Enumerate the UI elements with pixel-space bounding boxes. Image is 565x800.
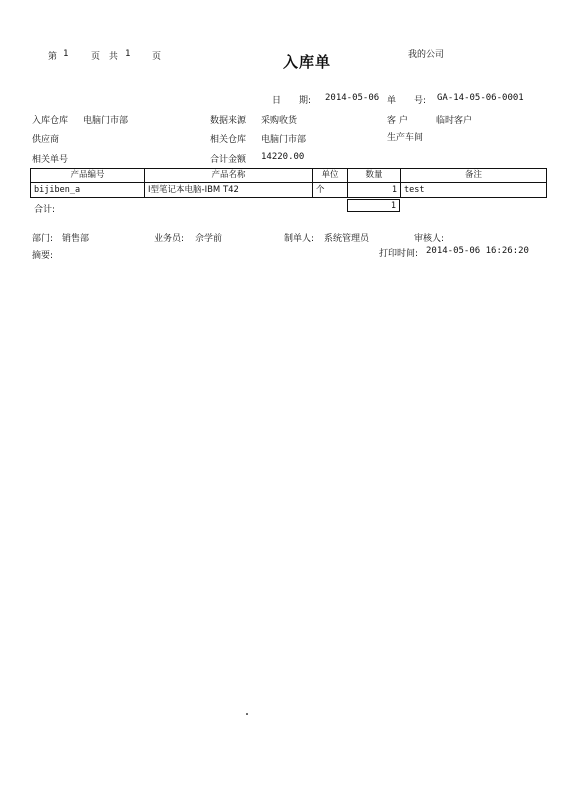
print-time-value: 2014-05-06 16:26:20 [426,246,529,256]
reviewer-label: 审核人: [414,234,445,244]
page-label-prefix: 第 [48,52,58,62]
supplier-label: 供应商 [32,135,60,145]
salesman-label: 业务员: [154,234,185,244]
warehouse-value: 电脑门市部 [83,116,129,126]
related-warehouse-label: 相关仓库 [210,135,247,145]
customer-label: 客 户 [387,116,408,126]
cell-unit: 个 [313,183,348,198]
customer-value: 临时客户 [436,116,473,126]
related-warehouse-value: 电脑门市部 [261,135,307,145]
summary-label: 摘要: [32,251,54,261]
cell-note: test [401,183,547,198]
header-product-code: 产品编号 [31,169,145,183]
cell-product-code: bijiben_a [31,183,145,198]
source-value: 采购收货 [261,116,298,126]
company-name: 我的公司 [408,50,445,60]
document-title: 入库单 [283,53,332,71]
amount-label: 合计金额 [210,155,247,165]
scan-speck [246,713,248,715]
total-label: 合计: [34,205,56,215]
page-total: 1 [125,49,131,59]
header-unit: 单位 [313,169,348,183]
doc-no-label: 单 号: [387,96,427,106]
workshop-label: 生产车间 [387,133,424,143]
dept-value: 销售部 [62,234,90,244]
dept-label: 部门: [32,234,54,244]
header-quantity: 数量 [348,169,401,183]
page-number: 1 [63,49,69,59]
items-table [30,168,547,198]
total-quantity: 1 [347,199,400,212]
page-label-suffix: 页 [152,52,162,62]
amount-value: 14220.00 [261,152,305,162]
date-value: 2014-05-06 [325,93,380,103]
cell-product-name: I型笔记本电脑-IBM T42 [145,183,313,198]
header-note: 备注 [401,169,547,183]
table-header-row [31,169,547,183]
maker-label: 制单人: [284,234,315,244]
salesman-value: 佘学前 [195,234,223,244]
date-label: 日 期: [272,96,312,106]
header-product-name: 产品名称 [145,169,313,183]
related-no-label: 相关单号 [32,155,69,165]
page-label-middle: 页 共 [91,52,118,62]
print-time-label: 打印时间: [379,249,419,259]
warehouse-label: 入库仓库 [32,116,69,126]
cell-quantity: 1 [348,183,401,198]
maker-value: 系统管理员 [324,234,370,244]
doc-no-value: GA-14-05-06-0001 [437,93,524,103]
table-row [31,183,547,198]
source-label: 数据来源 [210,116,247,126]
